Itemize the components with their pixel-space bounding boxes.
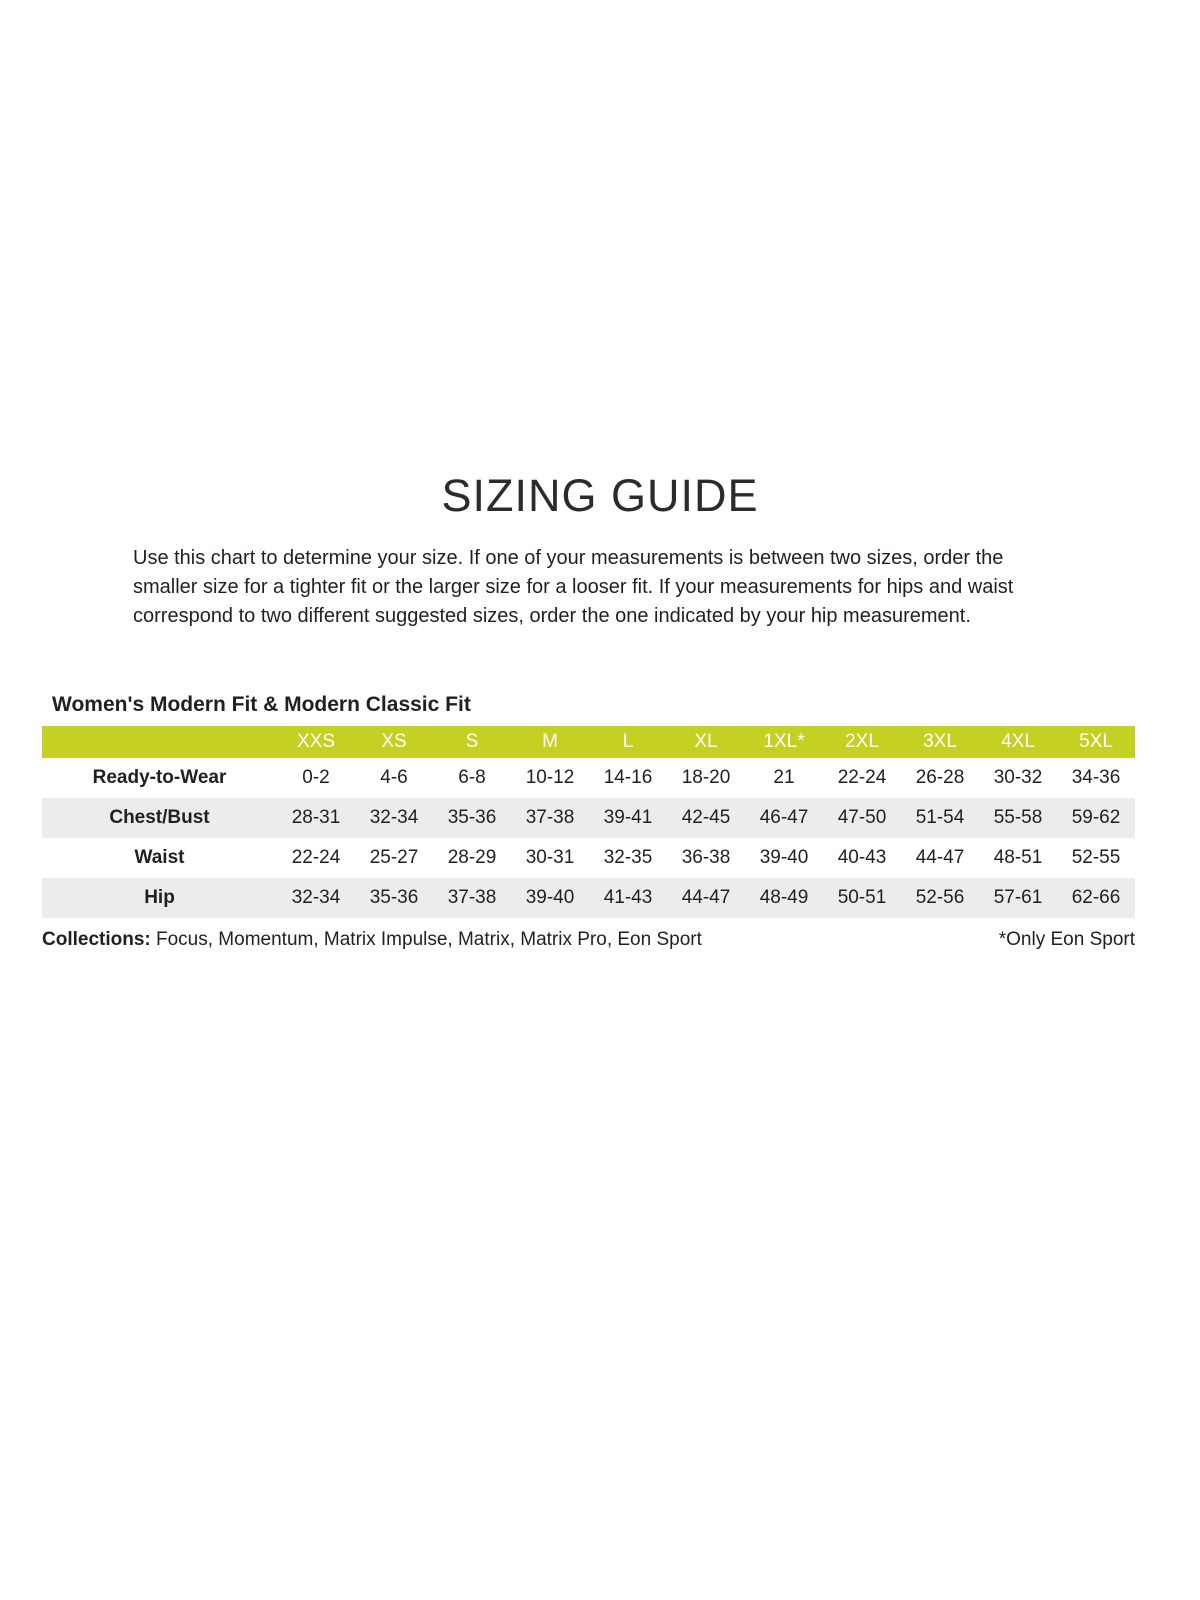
size-value-cell: 55-58 bbox=[993, 807, 1043, 828]
size-value-cell: 0-2 bbox=[302, 767, 330, 788]
page-title: SIZING GUIDE bbox=[441, 470, 759, 521]
table-row bbox=[42, 758, 1135, 798]
size-value-cell: 18-20 bbox=[681, 767, 731, 788]
size-value-cell: 39-40 bbox=[759, 847, 809, 868]
size-value-cell: 44-47 bbox=[915, 847, 965, 868]
section-heading: Women's Modern Fit & Modern Classic Fit bbox=[52, 693, 471, 716]
size-value-cell: 34-36 bbox=[1071, 767, 1121, 788]
size-value-cell: 21 bbox=[773, 767, 795, 788]
size-value-cell: 36-38 bbox=[681, 847, 731, 868]
size-value-cell: 52-55 bbox=[1071, 847, 1121, 868]
size-value-cell: 47-50 bbox=[837, 807, 887, 828]
table-row bbox=[42, 798, 1135, 838]
size-value-cell: 39-40 bbox=[525, 887, 575, 908]
size-header: 1XL* bbox=[763, 731, 805, 752]
intro-paragraph: Use this chart to determine your size. If one of your measurements is between two sizes, order the smaller size for a tighter fit or the larger size for a looser fit. If your measurements for hips and waist correspond to two different suggested sizes, order the one indicated by your hip measurement. bbox=[133, 547, 1014, 627]
size-value-cell: 6-8 bbox=[458, 767, 486, 788]
size-value-cell: 30-32 bbox=[993, 767, 1043, 788]
size-value-cell: 28-29 bbox=[447, 847, 497, 868]
table-row bbox=[42, 878, 1135, 918]
size-value-cell: 50-51 bbox=[837, 887, 887, 908]
size-value-cell: 10-12 bbox=[525, 767, 575, 788]
row-label: Chest/Bust bbox=[109, 807, 210, 828]
size-value-cell: 42-45 bbox=[681, 807, 731, 828]
size-header: XS bbox=[381, 731, 407, 752]
size-value-cell: 35-36 bbox=[447, 807, 497, 828]
size-value-cell: 44-47 bbox=[681, 887, 731, 908]
size-value-cell: 4-6 bbox=[380, 767, 408, 788]
size-value-cell: 48-51 bbox=[993, 847, 1043, 868]
collections-label: Collections: bbox=[42, 929, 151, 950]
table-footer bbox=[42, 929, 1135, 951]
size-table bbox=[42, 726, 1135, 918]
size-value-cell: 28-31 bbox=[291, 807, 341, 828]
size-value-cell: 35-36 bbox=[369, 887, 419, 908]
size-table-body bbox=[42, 758, 1135, 918]
size-value-cell: 41-43 bbox=[603, 887, 653, 908]
size-header: XXS bbox=[296, 731, 336, 752]
size-header: XL bbox=[694, 731, 718, 752]
collections-list: Focus, Momentum, Matrix Impulse, Matrix, Matrix Pro, Eon Sport bbox=[150, 929, 702, 950]
size-value-cell: 25-27 bbox=[369, 847, 419, 868]
row-label: Hip bbox=[144, 887, 175, 908]
collections-line bbox=[42, 929, 702, 951]
size-value-cell: 62-66 bbox=[1071, 887, 1121, 908]
size-value-cell: 32-35 bbox=[603, 847, 653, 868]
size-value-cell: 59-62 bbox=[1071, 807, 1121, 828]
size-value-cell: 22-24 bbox=[837, 767, 887, 788]
size-value-cell: 40-43 bbox=[837, 847, 887, 868]
size-value-cell: 39-41 bbox=[603, 807, 653, 828]
size-value-cell: 51-54 bbox=[915, 807, 965, 828]
size-header: L bbox=[622, 731, 634, 752]
size-value-cell: 22-24 bbox=[291, 847, 341, 868]
size-value-cell: 37-38 bbox=[447, 887, 497, 908]
size-value-cell: 37-38 bbox=[525, 807, 575, 828]
size-header: 2XL bbox=[845, 731, 879, 752]
size-value-cell: 30-31 bbox=[525, 847, 575, 868]
table-row bbox=[42, 838, 1135, 878]
size-value-cell: 46-47 bbox=[759, 807, 809, 828]
size-header: 3XL bbox=[923, 731, 957, 752]
size-header: 5XL bbox=[1079, 731, 1113, 752]
size-value-cell: 26-28 bbox=[915, 767, 965, 788]
row-label: Ready-to-Wear bbox=[92, 767, 227, 788]
row-label: Waist bbox=[134, 847, 185, 868]
footnote: *Only Eon Sport bbox=[998, 929, 1135, 950]
size-value-cell: 57-61 bbox=[993, 887, 1043, 908]
size-header: 4XL bbox=[1001, 731, 1035, 752]
size-value-cell: 52-56 bbox=[915, 887, 965, 908]
size-table-header-row bbox=[42, 726, 1135, 758]
size-header: S bbox=[465, 731, 479, 752]
size-value-cell: 14-16 bbox=[603, 767, 653, 788]
size-value-cell: 32-34 bbox=[291, 887, 341, 908]
size-value-cell: 48-49 bbox=[759, 887, 809, 908]
size-value-cell: 32-34 bbox=[369, 807, 419, 828]
size-header: M bbox=[542, 731, 558, 752]
